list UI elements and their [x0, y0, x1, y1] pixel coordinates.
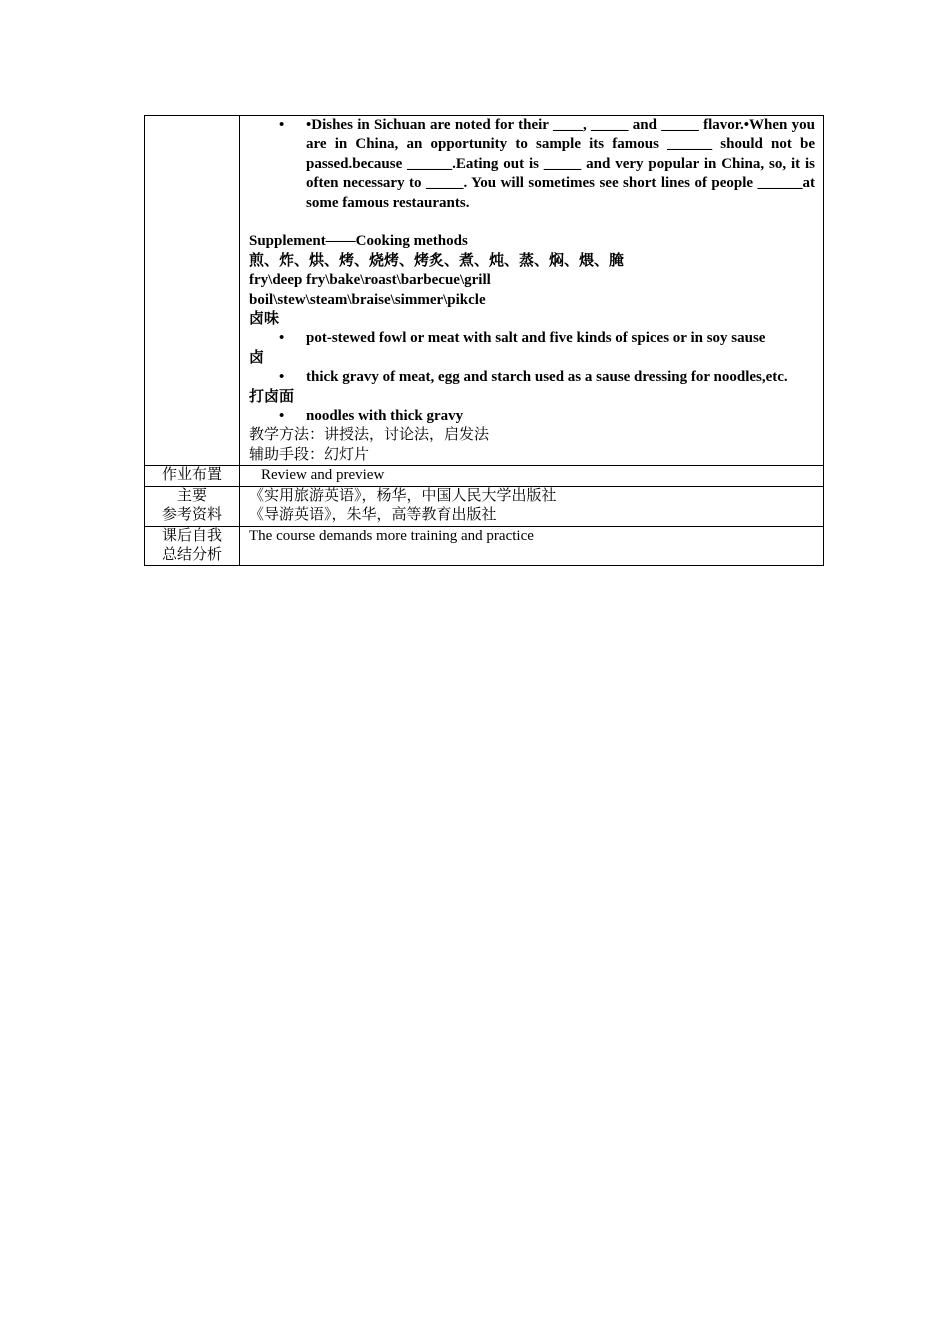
- term-definition-list: [249, 407, 815, 426]
- cooking-methods-en-2: boil\stew\steam\braise\simmer\pikcle: [249, 291, 486, 308]
- content-body-cell: [240, 116, 824, 466]
- references-value-cell: [240, 486, 824, 526]
- cooking-methods-en-1: fry\deep fry\bake\roast\barbecue\grill: [249, 272, 491, 289]
- supplement-title: Supplement——Cooking methods: [249, 233, 468, 250]
- cooking-methods-cn: 煎、炸、烘、烤、烧烤、烤炙、煮、炖、蒸、焖、煨、腌: [249, 252, 625, 269]
- references-row: [145, 486, 824, 526]
- teaching-methods: 教学方法：讲授法，讨论法，启发法: [249, 427, 490, 444]
- homework-value-cell: [240, 466, 824, 486]
- term-definition: • pot-stewed fowl or meat with salt and five kinds of spices or in soy sause: [306, 329, 815, 348]
- term-definition: • noodles with thick gravy: [306, 407, 815, 426]
- homework-value: Review and preview: [261, 467, 385, 484]
- references-label-cell: [145, 486, 240, 526]
- lesson-plan-table: [144, 115, 824, 566]
- content-label-cell: [145, 116, 240, 466]
- spacer: [249, 213, 815, 232]
- exercise-list: [249, 116, 815, 213]
- term-definition: • thick gravy of meat, egg and starch used as a sause dressing for noodles,etc.: [306, 368, 815, 387]
- term-heading: 卤: [249, 349, 265, 366]
- term-definition-list: [249, 329, 815, 348]
- term-definition-list: [249, 368, 815, 387]
- summary-label-cell: [145, 526, 240, 566]
- summary-label-line2: 总结分析: [161, 546, 222, 563]
- summary-value-cell: [240, 526, 824, 566]
- content-row: [145, 116, 824, 466]
- homework-label: 作业布置: [145, 466, 240, 486]
- summary-row: [145, 526, 824, 566]
- reference-item: 《实用旅游英语》，杨华，中国人民大学出版社: [249, 487, 557, 504]
- summary-label-line1: 课后自我: [161, 527, 222, 544]
- reference-item: 《导游英语》，朱华，高等教育出版社: [249, 507, 497, 524]
- references-label-line2: 参考资料: [161, 507, 222, 524]
- homework-row: [145, 466, 824, 486]
- references-label-line1: 主要: [176, 487, 207, 504]
- term-heading: 打卤面: [249, 388, 295, 405]
- summary-value: The course demands more training and practice: [249, 527, 534, 544]
- teaching-aids: 辅助手段：幻灯片: [249, 446, 370, 463]
- term-heading: 卤味: [249, 311, 280, 328]
- exercise-item: • •Dishes in Sichuan are noted for their ____, _____ and _____ flavor.•When you are in China, an opportunity to sample its famous ______ should not be passed.because ______.Eating out is _____ and very popular in China, so, it is often necessary to _____. You will sometimes see short lines of people ______at some famous restaurants.: [306, 116, 815, 213]
